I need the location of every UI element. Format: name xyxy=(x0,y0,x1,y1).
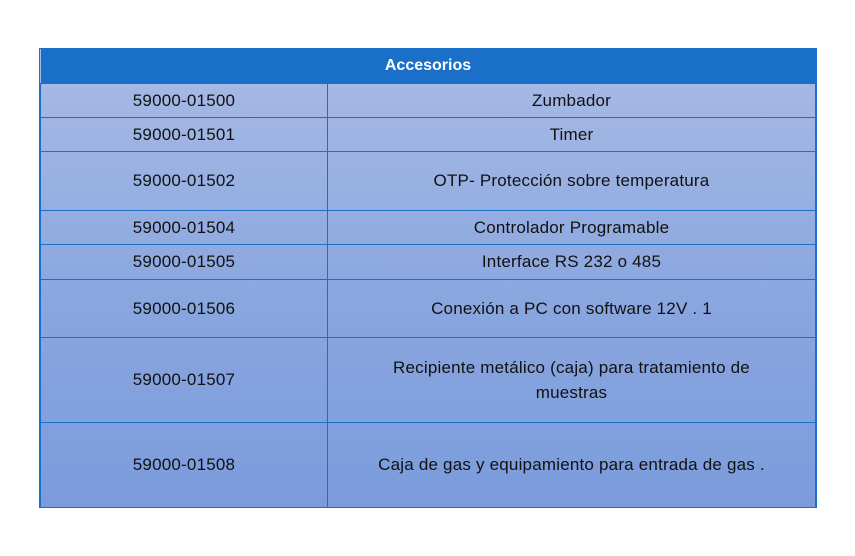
item-description: Interface RS 232 o 485 xyxy=(328,245,816,280)
item-code: 59000-01504 xyxy=(41,211,328,245)
table-row xyxy=(41,211,816,245)
item-code: 59000-01500 xyxy=(41,84,328,118)
item-description: Recipiente metálico (caja) para tratamiento de muestras xyxy=(328,338,816,423)
table-row xyxy=(41,338,816,423)
accessories-table xyxy=(39,48,817,508)
item-code: 59000-01507 xyxy=(41,338,328,423)
table-header: Accesorios xyxy=(41,49,816,84)
table-row xyxy=(41,245,816,280)
item-code: 59000-01508 xyxy=(41,423,328,508)
item-code: 59000-01506 xyxy=(41,280,328,338)
table-row xyxy=(41,423,816,508)
table-header-row xyxy=(41,49,816,84)
item-description: Zumbador xyxy=(328,84,816,118)
accessories-grid xyxy=(40,49,816,508)
table-row xyxy=(41,280,816,338)
item-code: 59000-01501 xyxy=(41,118,328,152)
item-description: Controlador Programable xyxy=(328,211,816,245)
item-code: 59000-01502 xyxy=(41,152,328,211)
item-description: OTP- Protección sobre temperatura xyxy=(328,152,816,211)
table-row xyxy=(41,118,816,152)
table-row xyxy=(41,152,816,211)
item-description: Timer xyxy=(328,118,816,152)
item-code: 59000-01505 xyxy=(41,245,328,280)
item-description: Caja de gas y equipamiento para entrada de gas . xyxy=(328,423,816,508)
table-row xyxy=(41,84,816,118)
item-description: Conexión a PC con software 12V . 1 xyxy=(328,280,816,338)
